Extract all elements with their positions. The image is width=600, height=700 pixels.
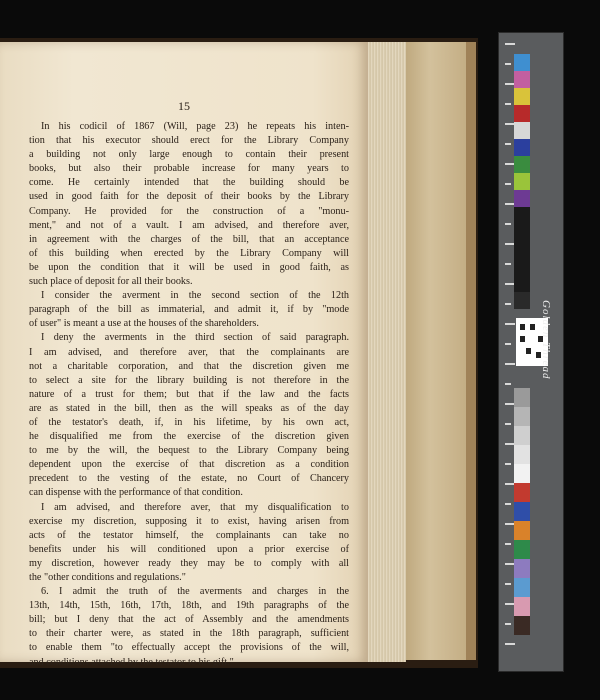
color-swatch	[514, 156, 530, 173]
color-swatch	[514, 224, 530, 241]
scale-tick	[505, 583, 511, 585]
page-body	[29, 120, 349, 670]
book-cover-edge	[466, 42, 476, 660]
text-line: bill; but I deny that the act of Assembly and the amendments	[29, 614, 349, 626]
text-line: nature of a trust for them; but that if the law and the facts	[29, 388, 349, 400]
text-line: in agreement with the charges of the bill, that an acceptance	[29, 233, 349, 245]
color-swatch	[514, 578, 530, 597]
text-line: to their charter were, as stated in the 18th paragraph, sufficient	[29, 628, 349, 640]
text-line: used in good faith for the deposit of their books by the Library	[29, 191, 349, 203]
text-line: are as stated in the bill, then as the will speaks as of the day	[29, 402, 349, 414]
text-line: not a charitable corporation, and that the discretion given me	[29, 360, 349, 372]
text-line: my discretion, however ready they may be to comply with all	[29, 557, 349, 569]
text-line: the "other conditions and regulations."	[29, 572, 186, 583]
scale-tick	[505, 343, 511, 345]
color-swatch	[514, 71, 530, 88]
color-swatch	[514, 502, 530, 521]
color-swatch	[514, 88, 530, 105]
page-number: 15	[178, 99, 190, 113]
color-swatch	[514, 559, 530, 578]
scale-tick	[505, 383, 511, 385]
color-swatch	[514, 139, 530, 156]
color-swatch	[514, 173, 530, 190]
color-swatch	[514, 275, 530, 292]
text-line: I am advised, and therefore aver, that my disqualification to	[41, 501, 349, 513]
color-swatch	[514, 407, 530, 426]
text-line: exercise my discretion, supposing it to exist, having arisen from	[29, 515, 349, 527]
text-line: I am advised, and therefore aver, that the complainants are	[29, 346, 349, 358]
scale-tick	[505, 63, 511, 65]
scale-tick	[505, 263, 511, 265]
scale-tick	[505, 223, 511, 225]
text-line: books, but also their probable increase for many years to	[29, 163, 349, 175]
color-swatch	[514, 241, 530, 258]
scale-tick	[505, 503, 511, 505]
text-line: I consider the averment in the second section of the 12th	[41, 290, 349, 302]
color-swatch	[514, 388, 530, 407]
scale-tick	[505, 303, 511, 305]
text-line: be upon the condition that it will be used in good faith, as	[29, 261, 349, 273]
scale-tick	[505, 143, 511, 145]
color-swatch	[514, 105, 530, 122]
text-line: tion that his executor should erect for the Library Company	[29, 135, 349, 147]
color-swatch	[514, 426, 530, 445]
color-swatch	[514, 445, 530, 464]
text-line: to enable them "to effectually accept the provisions of the will,	[29, 642, 349, 654]
color-swatch	[514, 258, 530, 275]
paragraph	[29, 501, 349, 586]
text-line: dependent upon the exercise of that discretion as a condition	[29, 459, 349, 471]
color-swatches-top	[514, 54, 530, 309]
color-swatch	[514, 292, 530, 309]
text-line: ment," and not of a vault. I am advised, and therefore aver,	[29, 219, 349, 231]
text-line: such place of deposit for all their books.	[29, 276, 193, 288]
color-swatch	[514, 54, 530, 71]
color-swatch	[514, 616, 530, 635]
text-line: come. He certainly intended that the building should be	[29, 177, 349, 189]
text-line: to select a site for the library building is not therefore in the	[29, 374, 349, 386]
scale-tick	[505, 103, 511, 105]
color-target-brand: Golden Thread	[540, 300, 552, 380]
color-swatch	[514, 540, 530, 559]
text-line: a building not only large enough to contain their present	[29, 149, 349, 161]
text-line: acts of the testator himself, the complainants can take no	[29, 529, 349, 541]
color-swatch	[514, 464, 530, 483]
text-line: he disqualified me from the exercise of the discretion given	[29, 431, 349, 443]
page-edges	[368, 42, 406, 662]
color-swatches-bottom	[514, 388, 530, 635]
color-swatch	[514, 597, 530, 616]
color-swatch	[514, 483, 530, 502]
text-line: precedent to the vesting of the estate, no Court of Chancery	[29, 473, 349, 485]
scale-tick	[505, 463, 511, 465]
scale-tick	[505, 363, 515, 365]
text-line: paragraph of the bill as immaterial, and admit it, if by "mode	[29, 304, 349, 316]
paragraph	[29, 331, 349, 500]
scale-tick	[505, 543, 511, 545]
text-line: In his codicil of 1867 (Will, page 23) he repeats his inten-	[41, 121, 349, 132]
paragraph	[29, 120, 349, 289]
text-line: of the testator's death, if, in his lifetime, by his own act,	[29, 416, 349, 428]
text-line: of this building when erected by the Library Company will	[29, 247, 349, 259]
color-swatch	[514, 521, 530, 540]
scale-tick	[505, 43, 515, 45]
text-line: Company. He provided for the construction of a "monu-	[29, 205, 349, 217]
text-line: to me by the will, the bequest to the Library Company being	[29, 445, 349, 457]
text-line: can dispense with the performance of that condition.	[29, 487, 243, 499]
scale-tick	[505, 323, 515, 325]
scale-tick	[505, 183, 511, 185]
text-line: and conditions attached by the testator to his gift."	[29, 656, 234, 668]
text-line: of user" is meant a use at the houses of the shareholders.	[29, 318, 259, 330]
scale-tick	[505, 423, 511, 425]
scale-tick	[505, 643, 515, 645]
text-line: benefits under his will conditioned upon a prior exercise of	[29, 543, 349, 555]
color-swatch	[514, 207, 530, 224]
scale-tick	[505, 623, 511, 625]
paragraph	[29, 585, 349, 670]
paragraph	[29, 289, 349, 331]
book-cover-board	[406, 42, 466, 660]
color-swatch	[514, 122, 530, 139]
text-line: I deny the averments in the third section of said paragraph.	[41, 332, 349, 344]
text-line: 6. I admit the truth of the averments and charges in the	[41, 586, 349, 598]
text-line: 13th, 14th, 15th, 16th, 17th, 18th, and 19th paragraphs of the	[29, 600, 349, 612]
color-swatch	[514, 190, 530, 207]
